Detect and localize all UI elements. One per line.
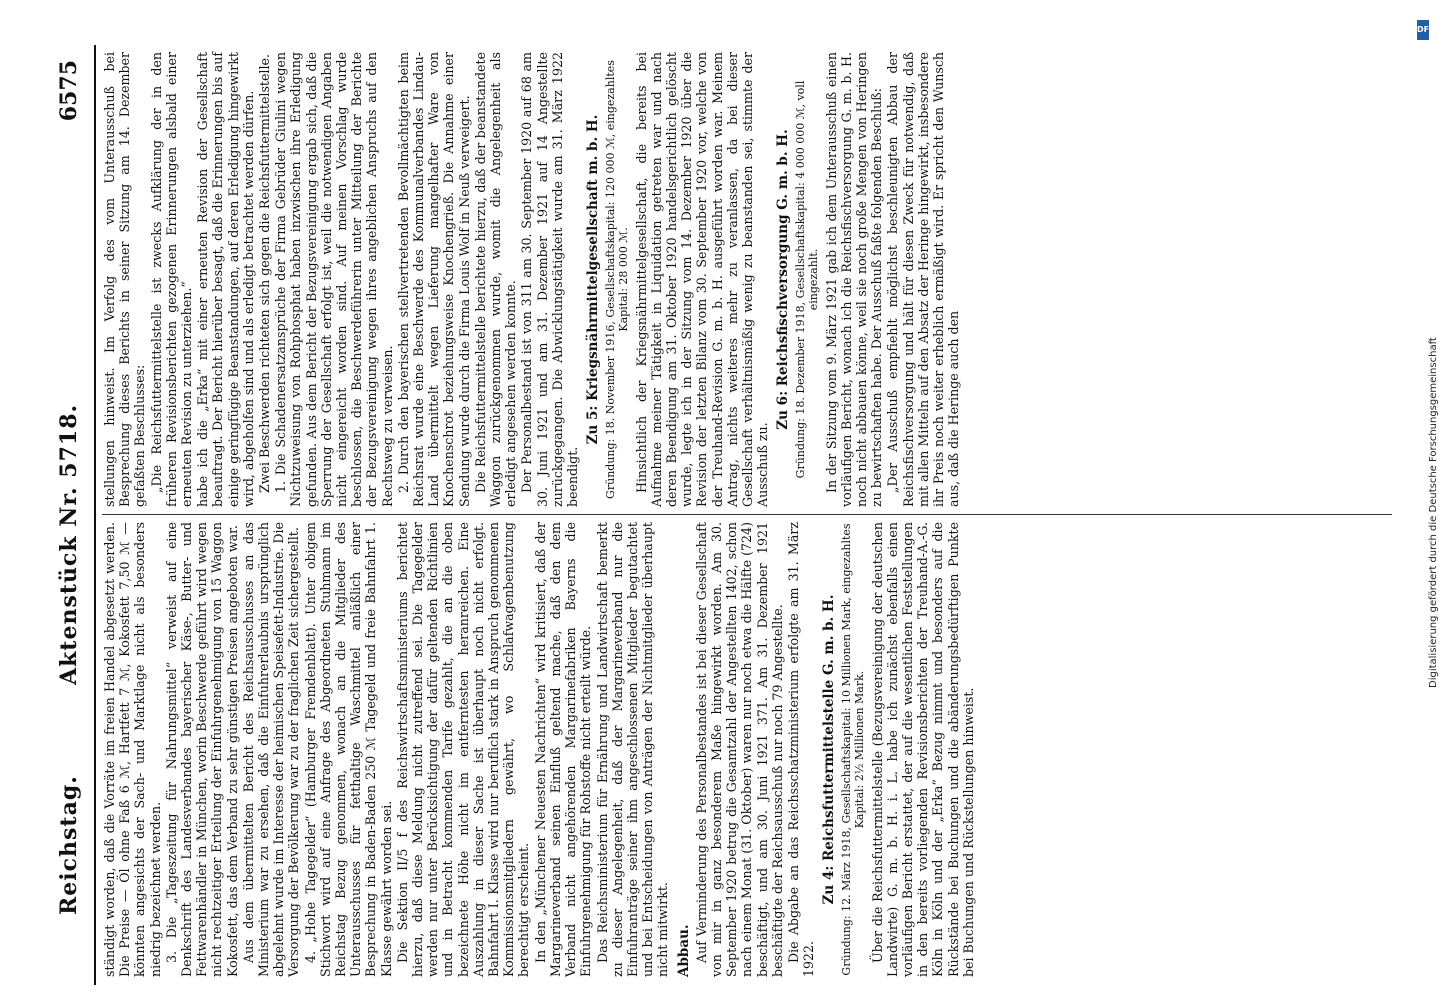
section-heading-zu5: Zu 5: Kriegsnährmittelgesellschaft m. b. H.	[585, 114, 602, 445]
column-divider	[102, 514, 1392, 515]
column-left	[102, 522, 1392, 977]
founding-note: Gründung: 12. März 1918, Gesellschaftskapital: 10 Millionen Mark, eingezahltes Kapital: 2½ Millionen Mark.	[839, 523, 866, 976]
paragraph: Auf Verminderung des Personalbestandes ist bei dieser Gesellschaft von mir in ganz besonderem Maße hingewirkt worden. Am 30. September 1920 betrug die Gesamtzahl der Angestellten 1402, schon nach einem Monat (31. Oktober) waren nur noch etwa die Hälfte (724) beschäftigt, und am 30. Juni 1921 371. Am 31. Dezember 1921 beschäftigte der Reichsausschuß nur noch 79 Angestellte.	[693, 522, 785, 977]
header-rule	[94, 45, 96, 985]
paragraph: Über die Reichsfuttermittelstelle (Bezugsvereinigung der deutschen Landwirte) G. m. b. H. i. L. habe ich zunächst ebenfalls einen vorläufigen Bericht erstattet, der auf die wesentlichen Feststellungen in den bereits vorliegenden Revisionsberichten der Treuhand-A.-G. Köln in Köln und der „Erka“ Bezug nimmt und besonders auf die Rückstände bei Buchungen und die abänderungsbedürftigen Punkte bei Buchungen und Rückstellungen hinweist.	[869, 522, 976, 977]
paragraph: Zwei Beschwerden richteten sich gegen die Reichsfuttermittelstelle.	[257, 54, 273, 493]
paragraph: Hinsichtlich der Kriegsnährmittelgesellschaft, die bereits bei Aufnahme meiner Tätigkeit in Liquidation getreten war und nach deren Beendigung am 31. Oktober 1920 handelsgerichtlich gelöscht wurde, legte ich in der Sitzung vom 14. Dezember 1920 über die Revision der letzten Bilanz vom 30. September 1920 vor, welche von der Treuhand-Revision G. m. b. H. ausgeführt worden war. Meinem Antrag, nichts weiteres mehr zu veranlassen, da bei dieser Gesellschaft verhältnismäßig wenig zu beanstanden sei, stimmte der Ausschuß zu.	[633, 52, 771, 507]
paragraph: stellungen hinweist. Im Verfolg des vom Unterausschuß bei Besprechung dieses Berichts in seiner Sitzung am 14. Dezember gefaßten Beschlusses:	[102, 52, 148, 507]
quotation: „Die Reichsfuttermittelstelle ist zwecks Aufklärung der in den früheren Revisionsberichten gezogenen Erinnerungen alsbald einer erneuten Revision zu unterziehen.“	[148, 52, 195, 507]
paragraph: Die Abgabe an das Reichsschatzministerium erfolgte am 31. März 1922.	[785, 522, 817, 977]
header-reichstag: Reichstag.	[56, 775, 82, 915]
document-page	[50, 45, 1400, 985]
paragraph: In den „Münchener Neuesten Nachrichten“ wird kritisiert, daß der Margarineverband seinen Einfluß geltend mache, daß den dem Verband nicht angehörenden Margarinefabriken Bayerns die Einfuhrgenehmigung für Rohstoffe nicht erteilt würde.	[532, 522, 594, 977]
section-heading-zu4: Zu 4: Reichsfuttermittelstelle G. m. b. H.	[821, 594, 838, 905]
digitization-credit: Digitalisierung gefördert durch die Deutsche Forschungsgemeinschaft	[1428, 337, 1439, 688]
paragraph: Die Sektion II/5 f des Reichswirtschaftsministeriums berichtet hierzu, daß diese Meldung nicht zutreffend sei. Die Tagegelder werden nur unter Berücksichtigung der dafür geltenden Richtlinien und in Betracht kommenden Tarife gezahlt, die an die oben bezeichnete Höhe nicht im entferntesten heranreichen. Eine Auszahlung in dieser Sache ist überhaupt noch nicht erfolgt. Bahnfahrt I. Klasse wird nur beruflich stark in Anspruch genommenen Kommissionsmitgliedern gewährt, wo Schlafwagenbenutzung berechtigt erscheint.	[394, 522, 532, 977]
paragraph: Aus dem übermittelten Bericht des Reichsausschusses an das Ministerium war zu ersehen, daß die Einfuhrerlaubnis ursprünglich abgelehnt wurde im Interesse der heimischen Speisefett-Industrie. Die Versorgung der Bevölkerung war zu der fraglichen Zeit sichergestellt.	[240, 522, 302, 977]
column-right	[102, 52, 1392, 507]
paragraph: 3. Die „Tageszeitung für Nahrungsmittel“ verweist auf eine Denkschrift des Landesverbandes bayerischer Käse-, Butter- und Fettwarenhändler in München, worin Beschwerde geführt wird wegen nicht rechtzeitiger Erteilung der Einfuhrgenehmigung von 15 Waggon Kokosfett, das dem Verband zu sehr günstigen Preisen angeboten war.	[163, 522, 240, 977]
quotation: „Der Ausschuß empfiehlt möglichst beschleunigten Abbau der Reichsfischversorgung und hält für diesen Zweck für notwendig, daß mit allen Mitteln auf den Absatz der Heringe hingewirkt, insbesondere ihr Preis noch weiter erheblich ermäßigt wird. Er spricht den Wunsch aus, daß die Heringe auch den	[885, 52, 962, 507]
paragraph: 4. „Hohe Tagegelder“ (Hamburger Fremdenblatt). Unter obigem Stichwort wird auf eine Anfrage des Abgeordneten Stuhmann im Reichstag Bezug genommen, wonach an die Mitglieder des Unterausschusses für fetthaltige Waschmittel anläßlich einer Besprechung in Baden-Baden 250 ℳ Tagegeld und freie Bahnfahrt 1. Klasse gewährt worden sei.	[302, 522, 394, 977]
paragraph: habe ich die „Erka“ mit einer erneuten Revision der Gesellschaft beauftragt. Der Bericht hierüber besagt, daß die Erinnerungen bis auf einige geringfügige Beanstandungen, auf deren Erledigung hingewirkt wird, abgeholfen sind und als erledigt betrachtet werden dürfen.	[195, 52, 256, 507]
founding-note: Gründung: 18. November 1916, Gesellschaftskapital: 120 000 ℳ, eingezahltes Kapital: 28 000 ℳ.	[603, 60, 630, 499]
page-number: 6575	[56, 60, 82, 122]
paragraph: Das Reichsministerium für Ernährung und Landwirtschaft bemerkt zu dieser Angelegenheit, daß der Margarineverband nur die Einfuhranträge seiner ihm angeschlossenen Mitglieder begutachtet und bei Entscheidungen von Anträgen der Nichtmitglieder überhaupt nicht mitwirkt.	[594, 522, 671, 977]
paragraph: ständigt worden, daß die Vorräte im freien Handel abgesetzt werden. Die Preise — Öl ohne Faß 6 ℳ, Hartfett 7 ℳ, Kokosfett 7,50 ℳ — könnten angesichts der Sach- und Marktlage nicht als besonders niedrig bezeichnet werden.	[102, 522, 163, 977]
header-document-number: Aktenstück Nr. 5718.	[56, 403, 82, 685]
dfg-logo: DFG	[1417, 20, 1429, 40]
section-heading-abbau: Abbau.	[675, 924, 692, 977]
page-header	[50, 45, 90, 985]
paragraph: 2. Durch den bayerischen stellvertretenden Bevollmächtigten beim Reichsrat wurde eine Beschwerde des Kommunalverbandes Lindau-Land übermittelt wegen Lieferung mangelhafter Ware von Knochenschrot beziehungsweise Knochengrieß. Die Annahme einer Sendung wurde durch die Firma Louis Wolf in Neuß verweigert.	[395, 52, 472, 507]
digitization-sidebar	[1416, 20, 1439, 980]
paragraph: In der Sitzung vom 9. März 1921 gab ich dem Unterausschuß einen vorläufigen Bericht, wonach ich die Reichsfischversorgung G. m. b. H. noch nicht abbauen könne, weil sie noch große Mengen von Heringen zu bewirtschaften habe. Der Ausschuß faßte folgenden Beschluß:	[823, 52, 885, 507]
paragraph: 1. Die Schadenersatzansprüche der Firma Gebrüder Giulini wegen Nichtzuweisung von Rohphosphat haben inzwischen ihre Erledigung gefunden. Aus dem Bericht der Bezugsvereinigung ergab sich, daß die Sperrung der Gesellschaft erfolgt ist, weil die notwendigen Angaben nicht eingereicht worden sind. Auf meinen Vorschlag wurde beschlossen, die Beschwerdeführerin unter Mitteilung der Berichte der Bezugsvereinigung wegen ihres angeblichen Anspruchs auf den Rechtsweg zu verweisen.	[273, 52, 395, 507]
paragraph: Der Personalbestand ist von 311 am 30. September 1920 auf 68 am 30. Juni 1921 und am 31. Dezember 1921 auf 14 Angestellte zurückgegangen. Die Abwicklungstätigkeit wurde am 31. März 1922 beendigt.	[519, 52, 581, 507]
founding-note: Gründung: 18. Dezember 1918, Gesellschaftskapital: 4 000 000 ℳ, voll eingezahlt.	[793, 80, 820, 479]
section-heading-zu6: Zu 6: Reichsfischversorgung G. m. b. H.	[775, 129, 792, 430]
paragraph: Die Reichsfuttermittelstelle berichtete hierzu, daß der beanstandete Waggon zurückgenommen wurde, womit die Angelegenheit als erledigt angesehen werden konnte.	[472, 52, 519, 507]
